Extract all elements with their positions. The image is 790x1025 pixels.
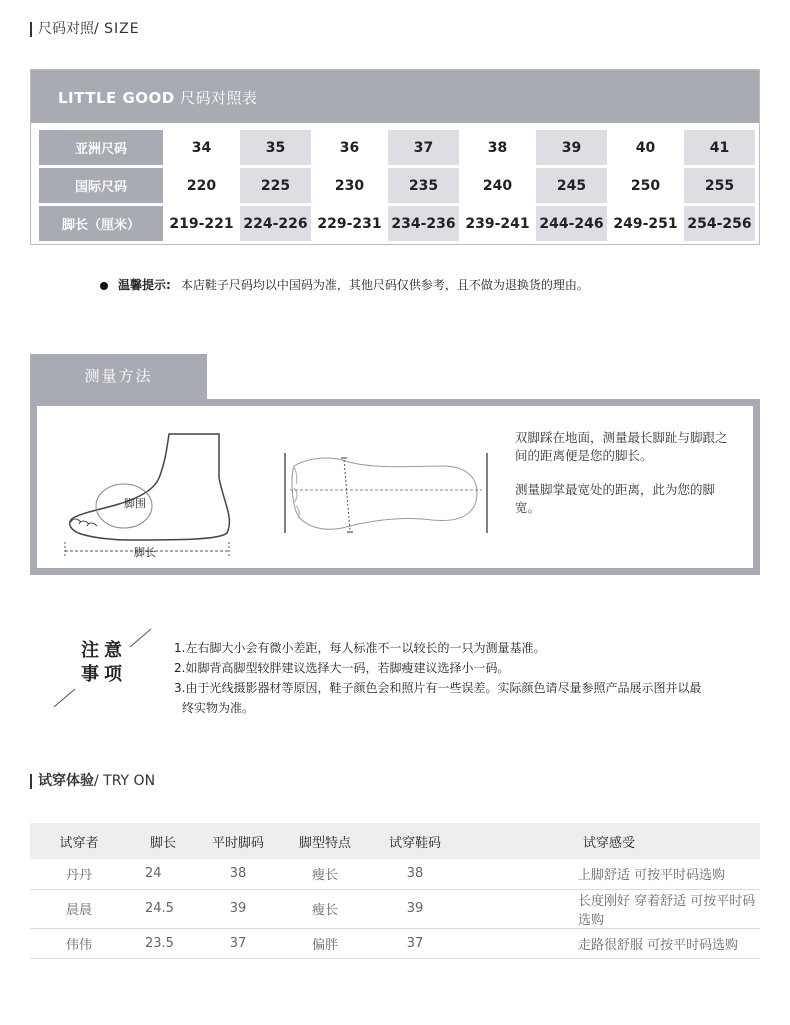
note-line-1: 1.左右脚大小会有微小差距，每人标准不一以较长的一只为测量基准。 — [174, 641, 546, 655]
size-cell: 37 — [388, 130, 459, 165]
size-row — [39, 168, 755, 203]
try-cell: 瘦长 — [278, 859, 372, 889]
size-row-label: 亚洲尺码 — [39, 130, 163, 165]
try-cell: 丹丹 — [30, 859, 128, 889]
size-title-cn: 尺码对照/ — [38, 21, 99, 37]
try-header-cell: 脚型特点 — [278, 823, 372, 859]
try-title-cn: 试穿体验 — [38, 773, 94, 789]
try-cell: 38 — [372, 859, 458, 889]
measure-text-length: 双脚踩在地面，测量最长脚趾与脚跟之间的距离便是您的脚长。 — [515, 430, 728, 463]
size-cell: 219-221 — [166, 206, 237, 241]
brand-suffix: 尺码对照表 — [174, 89, 258, 107]
notes-list — [174, 638, 754, 718]
size-cell: 40 — [610, 130, 681, 165]
try-header-cell: 平时脚码 — [198, 823, 278, 859]
size-row-label: 脚长（厘米） — [39, 206, 163, 241]
size-cell: 36 — [314, 130, 385, 165]
size-cell: 249-251 — [610, 206, 681, 241]
size-cell: 235 — [388, 168, 459, 203]
size-chart-title — [58, 87, 258, 108]
size-cell: 39 — [536, 130, 607, 165]
try-cell: 走路很舒服 可按平时码选购 — [458, 928, 760, 958]
try-cell: 24 — [128, 859, 198, 889]
size-cell: 230 — [314, 168, 385, 203]
measure-tab: 测量方法 — [30, 354, 207, 399]
note-line-3-cont: 终实物为准。 — [182, 701, 255, 715]
size-cell: 34 — [166, 130, 237, 165]
try-header-cell: 试穿鞋码 — [372, 823, 458, 859]
size-cell: 244-246 — [536, 206, 607, 241]
try-cell: 39 — [198, 889, 278, 928]
size-cell: 250 — [610, 168, 681, 203]
try-row — [30, 859, 760, 889]
size-cell: 220 — [166, 168, 237, 203]
measure-text-width: 测量脚掌最宽处的距离，此为您的脚宽。 — [515, 482, 716, 515]
try-title-en: / TRY ON — [94, 773, 156, 789]
foot-girth-label: 脚围 — [124, 497, 146, 510]
try-section-title — [30, 774, 155, 789]
size-title-en: SIZE — [98, 21, 140, 37]
try-row — [30, 889, 760, 928]
try-cell: 偏胖 — [278, 928, 372, 958]
foot-top-illustration — [282, 448, 497, 543]
size-row-label: 国际尺码 — [39, 168, 163, 203]
size-row — [39, 130, 755, 165]
brand-name: LITTLE GOOD — [58, 89, 175, 107]
note-line-2: 2.如脚背高脚型较胖建议选择大一码，若脚瘦建议选择小一码。 — [174, 661, 510, 675]
size-chart — [30, 69, 760, 245]
size-cell: 234-236 — [388, 206, 459, 241]
size-cell: 38 — [462, 130, 533, 165]
warm-tip — [100, 276, 589, 293]
try-cell: 39 — [372, 889, 458, 928]
size-row — [39, 206, 755, 241]
try-row — [30, 928, 760, 958]
try-cell: 长度刚好 穿着舒适 可按平时码选购 — [458, 889, 760, 928]
try-header-cell: 试穿者 — [30, 823, 128, 859]
size-cell: 225 — [240, 168, 311, 203]
try-cell: 24.5 — [128, 889, 198, 928]
tip-label: 温馨提示: — [118, 278, 171, 292]
notes-title: 注意事项 — [81, 640, 127, 685]
size-chart-header — [31, 70, 759, 123]
measure-instructions — [515, 429, 735, 533]
try-cell: 37 — [198, 928, 278, 958]
try-header-cell: 试穿感受 — [458, 823, 760, 859]
try-cell: 23.5 — [128, 928, 198, 958]
size-cell: 245 — [536, 168, 607, 203]
size-cell: 239-241 — [462, 206, 533, 241]
try-header-cell: 脚长 — [128, 823, 198, 859]
size-table — [36, 127, 758, 244]
size-cell: 35 — [240, 130, 311, 165]
try-cell: 38 — [198, 859, 278, 889]
size-cell: 229-231 — [314, 206, 385, 241]
foot-side-illustration — [59, 418, 259, 573]
try-cell: 伟伟 — [30, 928, 128, 958]
bullet-icon — [100, 282, 108, 290]
try-cell: 上脚舒适 可按平时码选购 — [458, 859, 760, 889]
measure-inner — [37, 406, 753, 568]
size-cell: 41 — [684, 130, 755, 165]
size-cell: 224-226 — [240, 206, 311, 241]
try-on-table — [30, 823, 760, 959]
size-cell: 254-256 — [684, 206, 755, 241]
tip-text: 本店鞋子尺码均以中国码为准，其他尺码仅供参考，且不做为退换货的理由。 — [180, 278, 589, 292]
note-line-3: 3.由于光线摄影器材等原因，鞋子颜色会和照片有一些误差。实际颜色请尽量参照产品展示图并以最 — [174, 681, 702, 695]
size-section-title — [30, 22, 140, 37]
try-cell: 37 — [372, 928, 458, 958]
size-cell: 255 — [684, 168, 755, 203]
size-cell: 240 — [462, 168, 533, 203]
measure-panel — [30, 399, 760, 575]
try-cell: 晨晨 — [30, 889, 128, 928]
try-cell: 瘦长 — [278, 889, 372, 928]
foot-length-label: 脚长 — [134, 546, 156, 559]
